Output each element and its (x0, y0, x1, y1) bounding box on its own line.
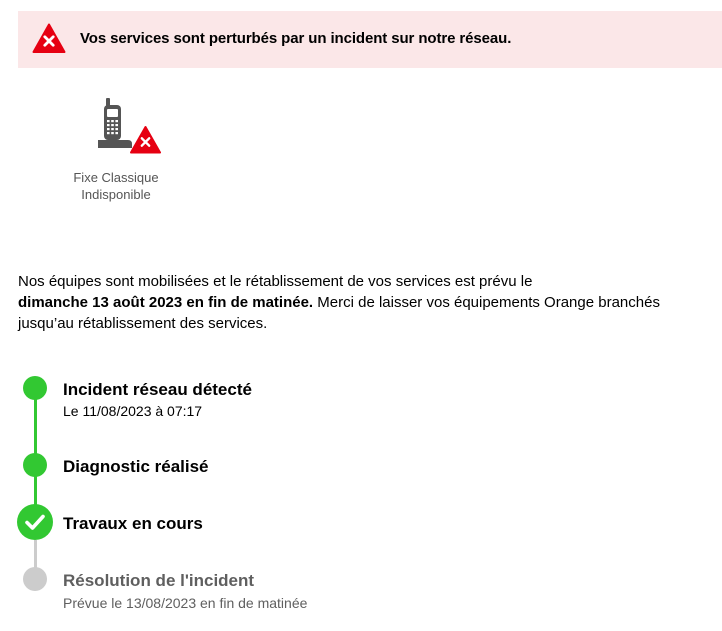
message-restoration-date: dimanche 13 août 2023 en fin de matinée. (18, 294, 314, 311)
message-intro: Nos équipes sont mobilisées et le rétablissement de vos services est prévu le (18, 273, 533, 290)
step-title: Travaux en cours (63, 514, 203, 533)
step-pending-marker (23, 567, 47, 591)
cordless-phone-icon (95, 96, 163, 158)
step-title: Diagnostic réalisé (63, 457, 209, 476)
service-status: Indisponible (81, 187, 151, 202)
step-subtitle: Le 11/08/2023 à 07:17 (63, 403, 203, 419)
step-done-marker (23, 453, 47, 477)
message-instructions: Merci de laisser vos équipements Orange branchés jusqu’au rétablissement des services. (18, 294, 660, 332)
step-subtitle: Prévue le 13/08/2023 en fin de matinée (63, 595, 308, 611)
checkmark-icon (17, 504, 53, 540)
step-title: Incident réseau détecté (63, 380, 252, 399)
error-triangle-icon (32, 23, 66, 54)
unavailable-badge-icon (131, 127, 160, 153)
step-current-marker (17, 504, 53, 540)
timeline-connector (34, 540, 37, 569)
service-name: Fixe Classique (73, 170, 159, 185)
step-title: Résolution de l'incident (63, 571, 255, 590)
incident-alert-banner (18, 11, 722, 68)
restoration-message (18, 271, 718, 334)
alert-message: Vos services sont perturbés par un incident sur notre réseau. (80, 30, 512, 47)
step-done-marker (23, 376, 47, 400)
timeline-connector (34, 399, 37, 455)
